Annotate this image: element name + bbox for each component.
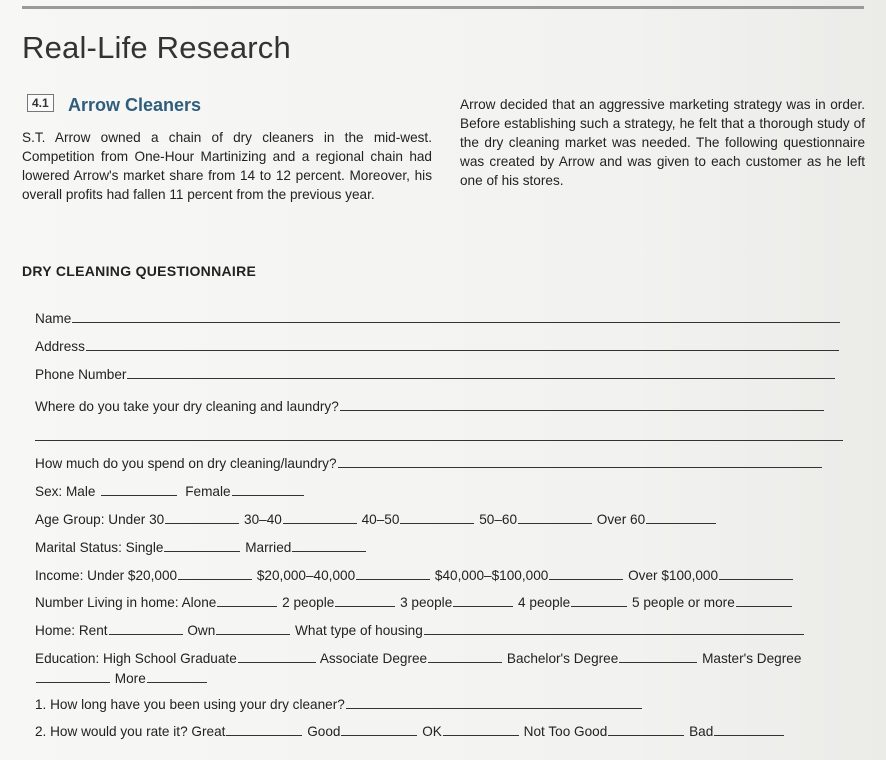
great-field[interactable] — [226, 734, 302, 736]
income-under20-field[interactable] — [178, 578, 252, 580]
single-field[interactable] — [164, 550, 240, 552]
housing-type-label: What type of housing — [295, 623, 423, 638]
not-too-good-label: Not Too Good — [523, 724, 608, 739]
age-under30-field[interactable] — [165, 522, 239, 524]
age-50-60-field[interactable] — [518, 522, 592, 524]
associate-field[interactable] — [428, 661, 502, 663]
married-field[interactable] — [292, 550, 366, 552]
marital-row — [35, 540, 367, 555]
phone-label: Phone Number — [35, 367, 127, 382]
three-people-field[interactable] — [453, 605, 513, 607]
q1-field[interactable] — [346, 707, 642, 709]
bachelor-field[interactable] — [619, 661, 697, 663]
phone-row — [35, 367, 836, 382]
four-people-label: 4 people — [518, 595, 571, 610]
two-people-field[interactable] — [335, 605, 395, 607]
rent-field[interactable] — [109, 633, 183, 635]
good-field[interactable] — [341, 734, 417, 736]
income-20-40-label: $20,000–40,000 — [256, 568, 356, 583]
bachelor-label: Bachelor's Degree — [506, 651, 619, 666]
sex-label: Sex: Male — [35, 484, 96, 499]
address-label: Address — [35, 339, 85, 354]
where-field[interactable] — [340, 409, 824, 411]
living-row — [35, 595, 793, 610]
good-label: Good — [307, 724, 341, 739]
age-50-60-label: 50–60 — [479, 512, 518, 527]
education-row — [35, 651, 801, 666]
home-row — [35, 623, 805, 638]
income-20-40-field[interactable] — [356, 578, 430, 580]
name-row — [35, 311, 841, 326]
male-field[interactable] — [101, 494, 177, 496]
married-label: Married — [245, 540, 292, 555]
education-label: Education: High School Graduate — [35, 651, 237, 666]
address-field[interactable] — [86, 349, 839, 351]
spend-row — [35, 456, 823, 471]
ok-label: OK — [422, 724, 442, 739]
spend-label: How much do you spend on dry cleaning/laundry? — [35, 456, 337, 471]
own-field[interactable] — [216, 633, 290, 635]
case-title: Arrow Cleaners — [68, 95, 202, 115]
living-label: Number Living in home: Alone — [35, 595, 217, 610]
q2-row — [35, 724, 785, 739]
more-label: More — [114, 671, 146, 686]
income-label: Income: Under $20,000 — [35, 568, 178, 583]
where-extra-line[interactable] — [35, 440, 843, 441]
q2-label: 2. How would you rate it? Great — [35, 724, 226, 739]
income-40-100-field[interactable] — [549, 578, 623, 580]
two-people-label: 2 people — [282, 595, 335, 610]
own-label: Own — [187, 623, 216, 638]
questionnaire-heading: DRY CLEANING QUESTIONNAIRE — [22, 263, 257, 279]
address-row — [35, 339, 840, 354]
age-over60-label: Over 60 — [596, 512, 646, 527]
female-field[interactable] — [232, 494, 304, 496]
three-people-label: 3 people — [400, 595, 453, 610]
master-field[interactable] — [36, 681, 110, 683]
top-rule — [22, 6, 864, 9]
income-over100-field[interactable] — [719, 578, 793, 580]
where-row — [35, 399, 825, 414]
bad-field[interactable] — [714, 734, 784, 736]
page-title: Real-Life Research — [22, 30, 291, 65]
four-people-field[interactable] — [571, 605, 627, 607]
bad-label: Bad — [689, 724, 714, 739]
sex-row — [35, 484, 305, 499]
income-row — [35, 568, 794, 583]
not-too-good-field[interactable] — [608, 734, 684, 736]
alone-field[interactable] — [217, 605, 277, 607]
rent-label: Home: Rent — [35, 623, 108, 638]
female-label: Female — [185, 484, 231, 499]
marital-label: Marital Status: Single — [35, 540, 164, 555]
income-40-100-label: $40,000–$100,000 — [434, 568, 549, 583]
where-label: Where do you take your dry cleaning and laundry? — [35, 399, 339, 414]
age-40-50-label: 40–50 — [361, 512, 400, 527]
q1-row — [35, 697, 643, 712]
age-40-50-field[interactable] — [400, 522, 474, 524]
five-people-field[interactable] — [736, 605, 792, 607]
intro-left-paragraph: S.T. Arrow owned a chain of dry cleaners in the mid-west. Competition from One-Hour Martinizing and a regional chain had lowered Arrow's market share from 14 to 12 percent. Moreover, his overall profits had fallen 11 percent from the previous year. — [22, 130, 432, 202]
q1-label: 1. How long have you been using your dry cleaner? — [35, 697, 345, 712]
housing-type-field[interactable] — [424, 633, 804, 635]
name-field[interactable] — [72, 321, 840, 323]
intro-right-paragraph: Arrow decided that an aggressive marketing strategy was in order. Before establishing such a strategy, he felt that a thorough study of the dry cleaning market was needed. The following questionnaire was created by Arrow and was given to each customer as he left one of his stores. — [460, 97, 865, 188]
associate-label: Associate Degree — [319, 651, 428, 666]
age-30-40-label: 30–40 — [244, 512, 282, 527]
name-label: Name — [35, 311, 72, 326]
age-30-40-field[interactable] — [283, 522, 357, 524]
phone-field[interactable] — [127, 377, 835, 379]
age-label: Age Group: Under 30 — [35, 512, 165, 527]
spend-field[interactable] — [338, 466, 822, 468]
hs-graduate-field[interactable] — [238, 661, 316, 663]
five-people-label: 5 people or more — [632, 595, 735, 610]
master-label: Master's Degree — [702, 651, 802, 666]
education-more-row — [35, 671, 208, 686]
more-field[interactable] — [147, 681, 207, 683]
income-over100-label: Over $100,000 — [628, 568, 719, 583]
ok-field[interactable] — [443, 734, 519, 736]
age-over60-field[interactable] — [646, 522, 716, 524]
age-row — [35, 512, 717, 527]
case-number-badge: 4.1 — [27, 94, 54, 112]
